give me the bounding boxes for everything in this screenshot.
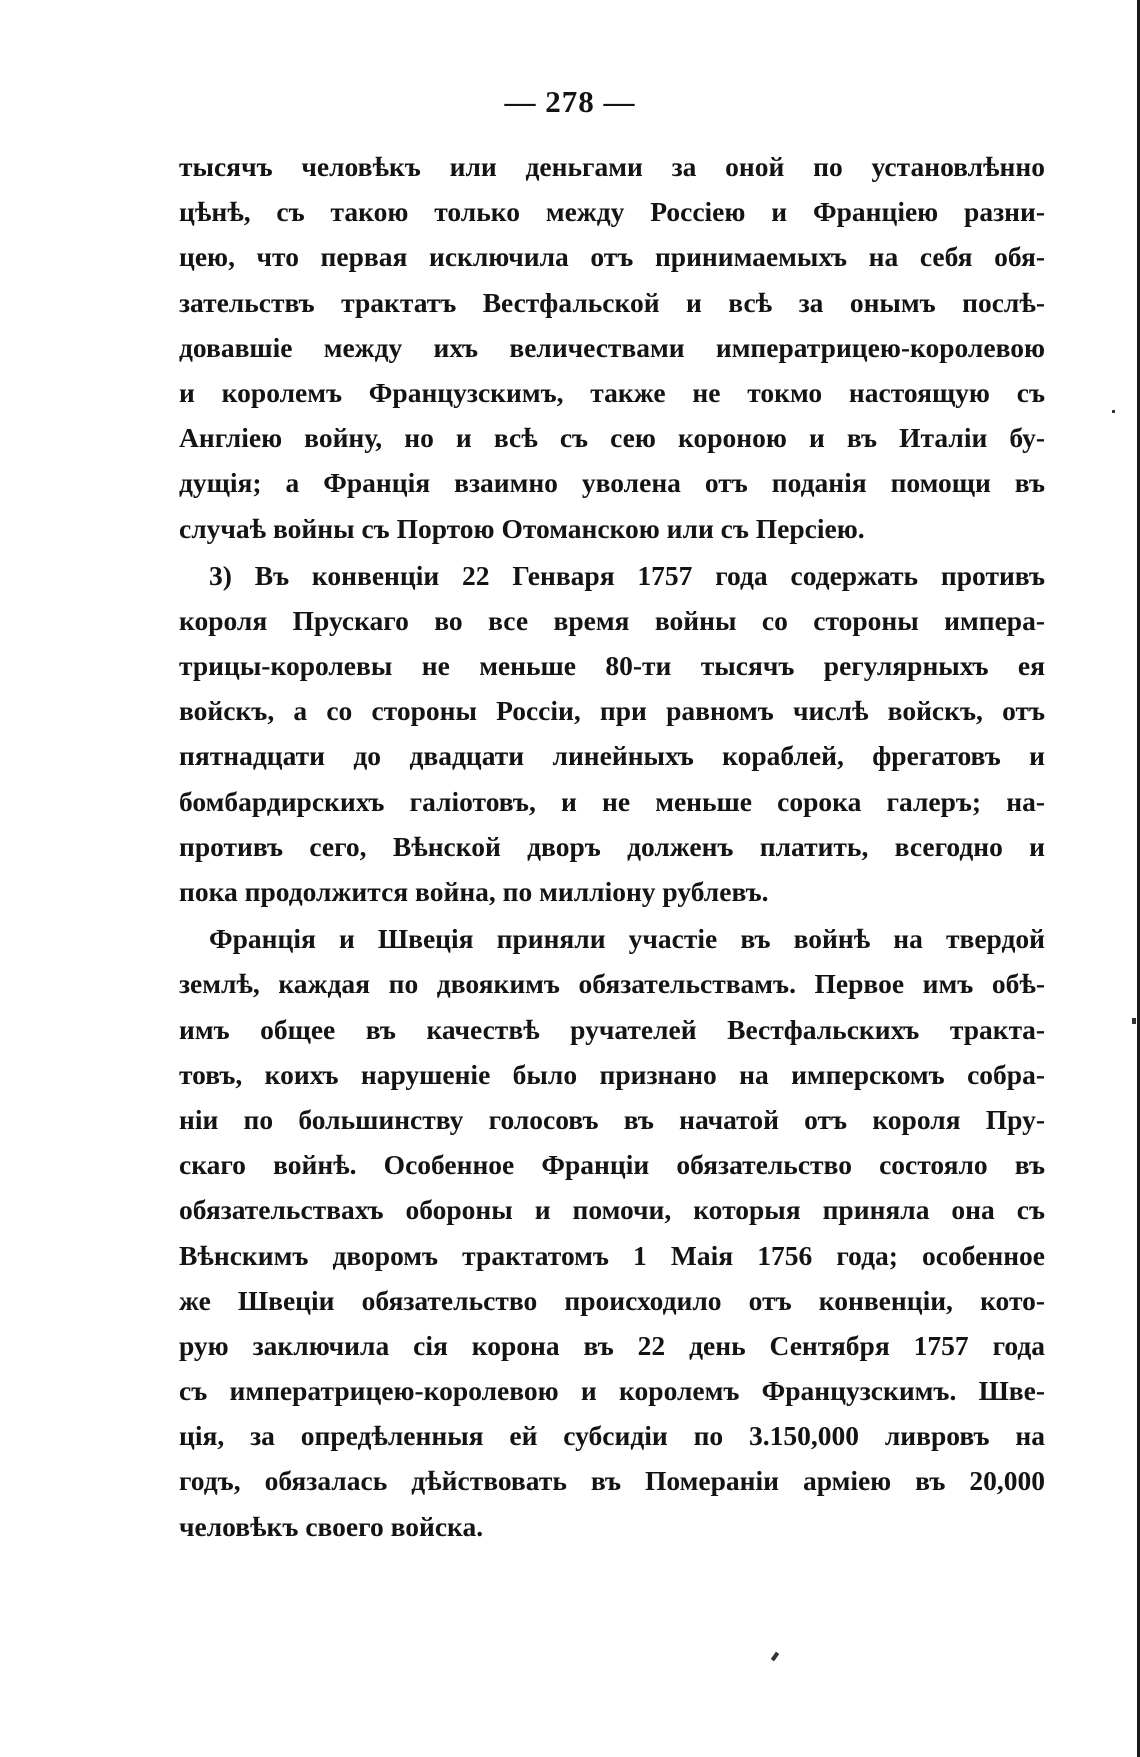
text-line: тысячъ человѣкъ или деньгами за оной по установлѣнно	[179, 151, 1045, 182]
text-line: трицы-королевы не меньше 80-ти тысячъ регулярныхъ ея	[179, 650, 1045, 682]
text-line: цѣнѣ, съ такою только между Россіею и Франціею разни-	[179, 196, 1045, 228]
text-line: Франція и Швеція приняли участіе въ войнѣ на твердой	[209, 923, 1045, 955]
text-line: противъ сего, Вѣнской дворъ долженъ платить, всегодно и	[179, 830, 1045, 862]
text-line: скаго войнѣ. Особенное Франціи обязательство состояло въ	[179, 1149, 1045, 1181]
text-line: товъ, коихъ нарушеніе было признано на имперскомъ собра-	[179, 1058, 1045, 1090]
text-line: человѣкъ своего войска.	[179, 1510, 484, 1542]
text-line: землѣ, каждая по двоякимъ обязательствамъ. Первое имъ обѣ-	[179, 968, 1045, 1000]
text-line: зательствъ трактатъ Вестфальской и всѣ за онымъ послѣ-	[179, 286, 1045, 318]
text-line: довавшіе между ихъ величествами императрицею-королевою	[179, 331, 1045, 363]
text-line: 3) Въ конвенціи 22 Генваря 1757 года содержать противъ	[209, 559, 1045, 591]
text-line: Англіею войну, но и всѣ съ сею короною и въ Италіи бу-	[179, 422, 1045, 454]
text-line: съ императрицею-королевою и королемъ Французскимъ. Шве-	[179, 1375, 1045, 1407]
scan-speck	[1112, 410, 1115, 413]
text-line: годъ, обязалась дѣйствовать въ Помераніи арміею въ 20,000	[179, 1465, 1045, 1497]
text-line: и королемъ Французскимъ, также не токмо настоящую съ	[179, 376, 1045, 408]
text-line: случаѣ войны съ Портою Отоманскою или съ Персіею.	[179, 512, 865, 544]
text-line: цею, что первая исключила отъ принимаемыхъ на себя обя-	[179, 241, 1045, 273]
paragraph-3	[179, 916, 1045, 1549]
text-line: ція, за опредѣленныя ей субсидіи по 3.150,000 ливровъ на	[179, 1420, 1045, 1452]
paragraph-2	[179, 553, 1045, 915]
text-line: имъ общее въ качествѣ ручателей Вестфальскихъ трактa-	[179, 1013, 1045, 1045]
text-line: дущія; а Франція взаимно уволена отъ поданія помощи въ	[179, 467, 1045, 499]
body-text	[179, 144, 1045, 1549]
scan-speck	[771, 1652, 779, 1662]
text-line: Вѣнскимъ дворомъ трактатомъ 1 Маія 1756 года; особенное	[179, 1239, 1045, 1271]
text-line: бомбардирскихъ галіотовъ, и не меньше сорока галеръ; на-	[179, 785, 1045, 817]
text-line: ніи по большинству голосовъ въ начатой отъ короля Пру-	[179, 1103, 1045, 1135]
text-line: войскъ, а со стороны Россіи, при равномъ числѣ войскъ, отъ	[179, 695, 1045, 727]
text-line: короля Прускаго во все время войны со стороны импера-	[179, 604, 1045, 636]
text-line: пятнадцати до двадцати линейныхъ кораблей, фрегатовъ и	[179, 740, 1045, 772]
text-line: обязательствахъ обороны и помочи, которыя приняла она съ	[179, 1194, 1045, 1226]
page-number: — 278 —	[504, 84, 636, 119]
text-line: пока продолжится война, по милліону рублевъ.	[179, 876, 769, 907]
text-line: же Швеціи обязательство происходило отъ конвенціи, кото-	[179, 1284, 1045, 1316]
text-line: рую заключила сія корона въ 22 день Сентября 1757 года	[179, 1329, 1045, 1361]
paragraph-1	[179, 144, 1045, 551]
scan-speck	[1132, 1018, 1136, 1024]
